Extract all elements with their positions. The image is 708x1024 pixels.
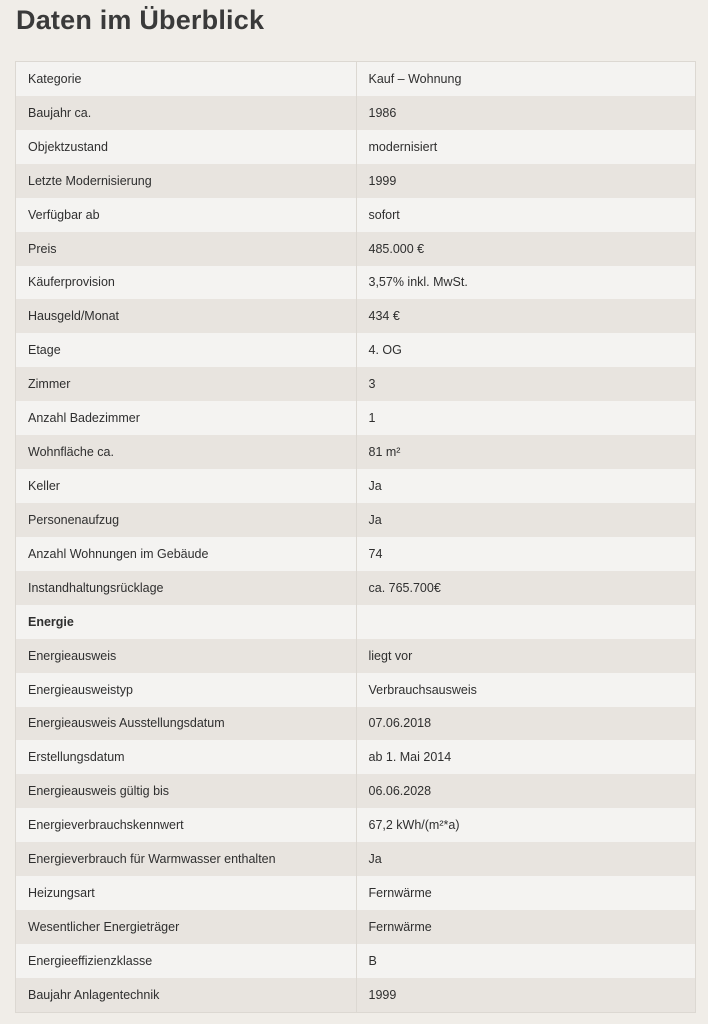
table-row bbox=[16, 435, 695, 469]
table-row bbox=[16, 164, 695, 198]
row-key: Anzahl Badezimmer bbox=[16, 401, 356, 435]
row-value: 1 bbox=[368, 411, 376, 426]
row-value: sofort bbox=[368, 207, 400, 222]
table-row bbox=[16, 876, 695, 910]
row-value: 3 bbox=[368, 377, 376, 392]
table-row bbox=[16, 639, 695, 673]
table-row bbox=[16, 978, 695, 1012]
table-row bbox=[16, 774, 695, 808]
table-row bbox=[16, 130, 695, 164]
row-key: Kategorie bbox=[16, 62, 356, 96]
section-heading: Energie bbox=[16, 605, 356, 639]
table-row bbox=[16, 707, 695, 741]
table-row bbox=[16, 537, 695, 571]
row-value: 485.000 € bbox=[368, 241, 425, 256]
row-key: Energieverbrauchskennwert bbox=[16, 808, 356, 842]
row-value: modernisiert bbox=[368, 139, 438, 154]
row-value: Ja bbox=[368, 852, 382, 867]
row-key: Keller bbox=[16, 469, 356, 503]
table-row bbox=[16, 842, 695, 876]
row-key: Energieausweistyp bbox=[16, 673, 356, 707]
row-key: Instandhaltungsrücklage bbox=[16, 571, 356, 605]
row-key: Etage bbox=[16, 333, 356, 367]
section-header-row bbox=[16, 605, 695, 639]
row-value: 1999 bbox=[368, 987, 397, 1002]
row-key: Objektzustand bbox=[16, 130, 356, 164]
table-row bbox=[16, 673, 695, 707]
table-row bbox=[16, 740, 695, 774]
row-value: B bbox=[368, 953, 377, 968]
row-key: Baujahr ca. bbox=[16, 96, 356, 130]
row-value: Ja bbox=[368, 479, 382, 494]
row-value: 434 € bbox=[368, 309, 400, 324]
row-value: Kauf – Wohnung bbox=[368, 71, 462, 86]
row-value bbox=[356, 605, 695, 639]
row-value: Ja bbox=[368, 512, 382, 527]
table-row bbox=[16, 571, 695, 605]
row-key: Heizungsart bbox=[16, 876, 356, 910]
table-row bbox=[16, 367, 695, 401]
row-key: Käuferprovision bbox=[16, 266, 356, 300]
row-value: 81 m² bbox=[368, 445, 401, 460]
table-row bbox=[16, 401, 695, 435]
facts-table bbox=[16, 62, 695, 1012]
table-row bbox=[16, 96, 695, 130]
facts-table-container bbox=[15, 61, 696, 1013]
table-row bbox=[16, 198, 695, 232]
page-title: Daten im Überblick bbox=[16, 5, 265, 35]
row-value: 1986 bbox=[368, 105, 397, 120]
row-key: Energieverbrauch für Warmwasser enthalten bbox=[16, 842, 356, 876]
row-key: Energieausweis Ausstellungsdatum bbox=[16, 707, 356, 741]
table-row bbox=[16, 808, 695, 842]
row-key: Hausgeld/Monat bbox=[16, 299, 356, 333]
table-row bbox=[16, 232, 695, 266]
row-key: Preis bbox=[16, 232, 356, 266]
table-row bbox=[16, 910, 695, 944]
table-row bbox=[16, 62, 695, 96]
row-value: 06.06.2028 bbox=[368, 784, 432, 799]
row-key: Personenaufzug bbox=[16, 503, 356, 537]
row-key: Letzte Modernisierung bbox=[16, 164, 356, 198]
table-row bbox=[16, 944, 695, 978]
row-value: 1999 bbox=[368, 173, 397, 188]
row-value: Fernwärme bbox=[368, 920, 432, 934]
row-value: ca. 765.700€ bbox=[368, 580, 441, 595]
table-row bbox=[16, 333, 695, 367]
facts-table-body bbox=[16, 62, 695, 1012]
row-value: 4. OG bbox=[368, 343, 402, 358]
row-key: Baujahr Anlagentechnik bbox=[16, 978, 356, 1012]
row-key: Anzahl Wohnungen im Gebäude bbox=[16, 537, 356, 571]
row-value: 74 bbox=[368, 546, 383, 561]
table-row bbox=[16, 266, 695, 300]
row-key: Energieausweis gültig bis bbox=[16, 774, 356, 808]
row-value: 3,57% inkl. MwSt. bbox=[368, 275, 468, 290]
row-key: Erstellungsdatum bbox=[16, 740, 356, 774]
row-value: 67,2 kWh/(m²*a) bbox=[368, 818, 460, 833]
row-key: Energieausweis bbox=[16, 639, 356, 673]
row-key: Wohnfläche ca. bbox=[16, 435, 356, 469]
row-value: Verbrauchsausweis bbox=[368, 682, 477, 697]
row-value: Fernwärme bbox=[368, 886, 432, 901]
row-key: Energieeffizienzklasse bbox=[16, 944, 356, 978]
table-row bbox=[16, 503, 695, 537]
row-value: ab 1. Mai 2014 bbox=[368, 750, 452, 765]
row-key: Zimmer bbox=[16, 367, 356, 401]
row-value: liegt vor bbox=[368, 648, 413, 663]
row-value: 07.06.2018 bbox=[368, 716, 432, 731]
row-key: Verfügbar ab bbox=[16, 198, 356, 232]
table-row bbox=[16, 299, 695, 333]
table-row bbox=[16, 469, 695, 503]
row-key: Wesentlicher Energieträger bbox=[16, 910, 356, 944]
